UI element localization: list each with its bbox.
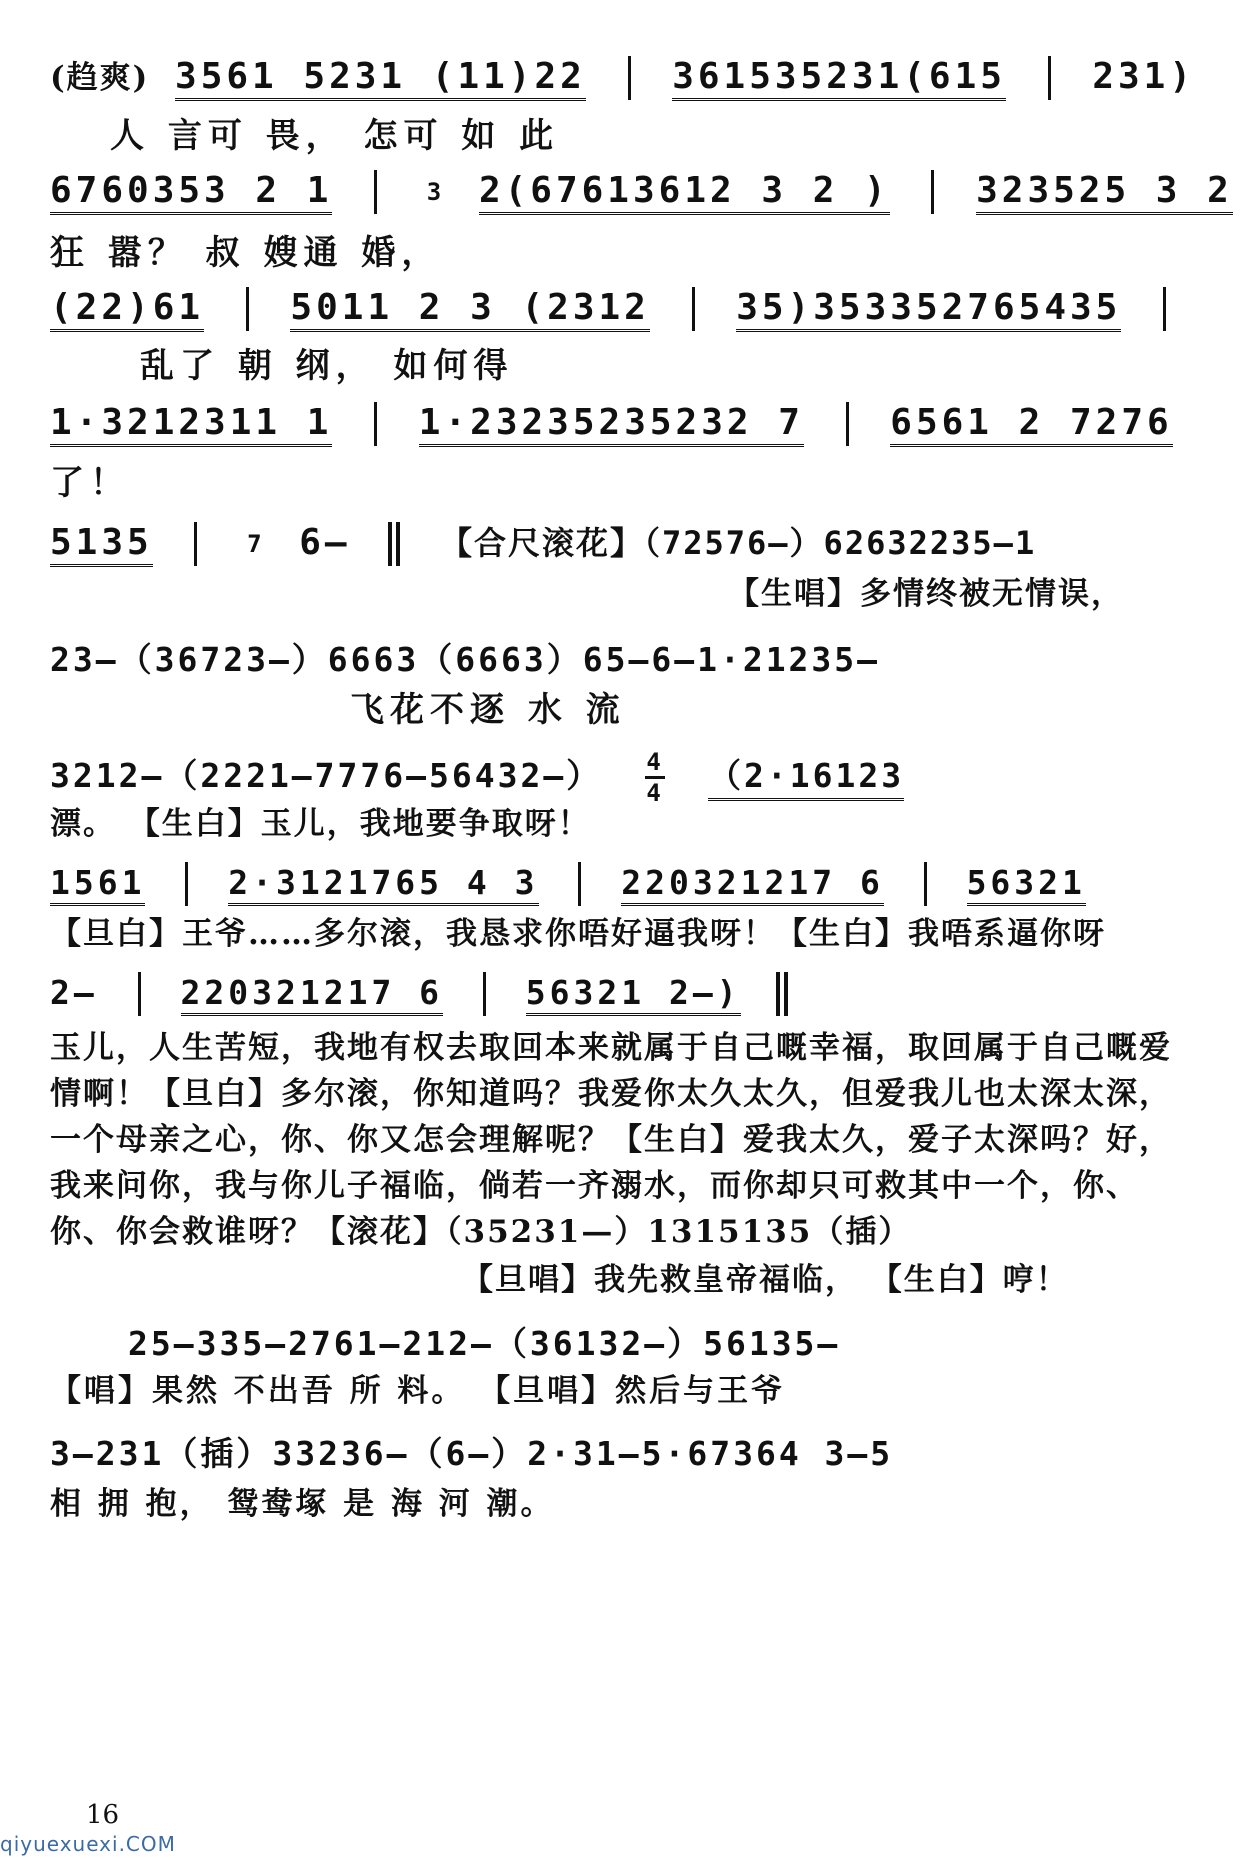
barline xyxy=(924,862,927,906)
tempo-mark: (趋爽) xyxy=(50,60,150,96)
singer-line: 【生唱】多情终被无情误， xyxy=(728,576,1124,612)
measure: 5135 xyxy=(50,522,153,567)
measure: 220321217 6 xyxy=(181,973,444,1016)
dialogue-line: 一个母亲之心，你、你又怎会理解呢？【生白】爱我太久，爱子太深吗？好， xyxy=(50,1122,1172,1158)
barline xyxy=(138,972,141,1016)
measure: 6561 2 7276 xyxy=(890,402,1172,447)
measure: 220321217 6 xyxy=(621,863,884,906)
barline xyxy=(374,402,377,446)
measure: 23—（36723—）6663（6663）65—6—1·21235— xyxy=(50,640,881,679)
time-signature: $\frac{4}{4}$ xyxy=(646,748,664,807)
lyric-row-6: 飞花不逐 水 流 xyxy=(350,690,626,730)
notation-row-6 xyxy=(50,634,880,681)
section-marker: 【合尺滚花】（72576—）62632235—1 xyxy=(439,524,1037,562)
barline xyxy=(846,402,849,446)
page-number: 16 xyxy=(86,1800,120,1830)
dialogue-line: 漂。 【生白】玉儿，我地要争取呀！ xyxy=(50,806,591,842)
lyric-row-10: 【唱】果然 不出吾 所 料。 【旦唱】然后与王爷 xyxy=(50,1373,786,1409)
notation-row-9 xyxy=(50,972,802,1016)
barline xyxy=(931,170,934,214)
barline xyxy=(374,170,377,214)
notation-row-11 xyxy=(50,1428,893,1475)
measure: 1·23235235232 7 xyxy=(419,402,804,447)
notation-row-1 xyxy=(50,52,1195,101)
measure: 323525 3 2 xyxy=(976,170,1233,215)
double-barline xyxy=(388,522,392,566)
barline xyxy=(483,972,486,1016)
measure: 1561 xyxy=(50,863,145,906)
dialogue-line: 我来问你，我与你儿子福临，倘若一齐溺水，而你却只可救其中一个，你、 xyxy=(50,1168,1139,1204)
measure: 35)353352765435 xyxy=(736,287,1121,332)
measure: 56321 xyxy=(967,863,1086,906)
grace-note: 3 xyxy=(426,178,446,206)
measure: 2·3121765 4 3 xyxy=(228,863,538,906)
notation-row-10 xyxy=(128,1318,840,1365)
measure: 231) xyxy=(1092,56,1196,97)
measure: 6— xyxy=(299,522,351,563)
dialogue-line: 情啊！【旦白】多尔滚，你知道吗？我爱你太久太久，但爱我儿也太深太深， xyxy=(50,1076,1172,1112)
measure: 56321 2—) xyxy=(526,973,741,1016)
measure: 1·3212311 1 xyxy=(50,402,332,447)
notation-row-3 xyxy=(50,287,1182,332)
measure: 5011 2 3 (2312 xyxy=(290,287,649,332)
barline xyxy=(1048,56,1051,100)
notation-row-4 xyxy=(50,402,1173,447)
measure: 3212—（2221—7776—56432—） xyxy=(50,756,603,795)
dialogue-line: 你、你会救谁呀？【滚花】（35231—）1315135（插） xyxy=(50,1214,912,1250)
measure: 2— xyxy=(50,972,98,1012)
barline xyxy=(194,522,197,566)
watermark-text: qiyuexuexi.COM xyxy=(0,1832,176,1856)
barline xyxy=(246,287,249,331)
measure: (22)61 xyxy=(50,287,204,332)
measure: （2·16123 xyxy=(708,750,904,801)
dialogue-line: 【旦唱】我先救皇帝福临， 【生白】哼！ xyxy=(462,1262,1069,1298)
notation-row-5 xyxy=(50,518,1036,567)
measure: 3—231（插）33236—（6—）2·31—5·67364 3—5 xyxy=(50,1434,894,1473)
lyric-row-4: 了！ xyxy=(50,463,130,503)
measure: 2(67613612 3 2 ) xyxy=(479,170,890,215)
lyric-row-2: 狂 嚣？ 叔 嫂通 婚， xyxy=(50,233,442,273)
dialogue-line: 玉儿，人生苦短，我地有权去取回本来就属于自己嘅幸福，取回属于自己嘅爱 xyxy=(50,1030,1172,1066)
lyric-row-11: 相 拥 抱， 鸳鸯塚 是 海 河 潮。 xyxy=(50,1486,555,1522)
measure: 3561 5231 (11)22 xyxy=(175,56,586,101)
barline xyxy=(628,56,631,100)
measure: 361535231(615 xyxy=(672,56,1006,101)
notation-row-2 xyxy=(50,170,1233,215)
barline xyxy=(185,862,188,906)
double-barline xyxy=(776,972,780,1016)
dialogue-line: 【旦白】王爷……多尔滚，我恳求你唔好逼我呀！【生白】我唔系逼你呀 xyxy=(50,916,1106,952)
measure: 6760353 2 1 xyxy=(50,170,332,215)
measure: 25—335—2761—212—（36132—）56135— xyxy=(128,1324,841,1363)
lyric-row-3: 乱了 朝 纲， 如何得 xyxy=(140,346,514,386)
barline xyxy=(578,862,581,906)
notation-row-7 xyxy=(50,750,904,805)
grace-note: 7 xyxy=(247,530,266,558)
barline xyxy=(692,287,695,331)
lyric-row-1: 人 言可 畏， 怎可 如 此 xyxy=(110,116,560,156)
notation-row-8 xyxy=(50,862,1086,906)
barline xyxy=(1163,287,1166,331)
